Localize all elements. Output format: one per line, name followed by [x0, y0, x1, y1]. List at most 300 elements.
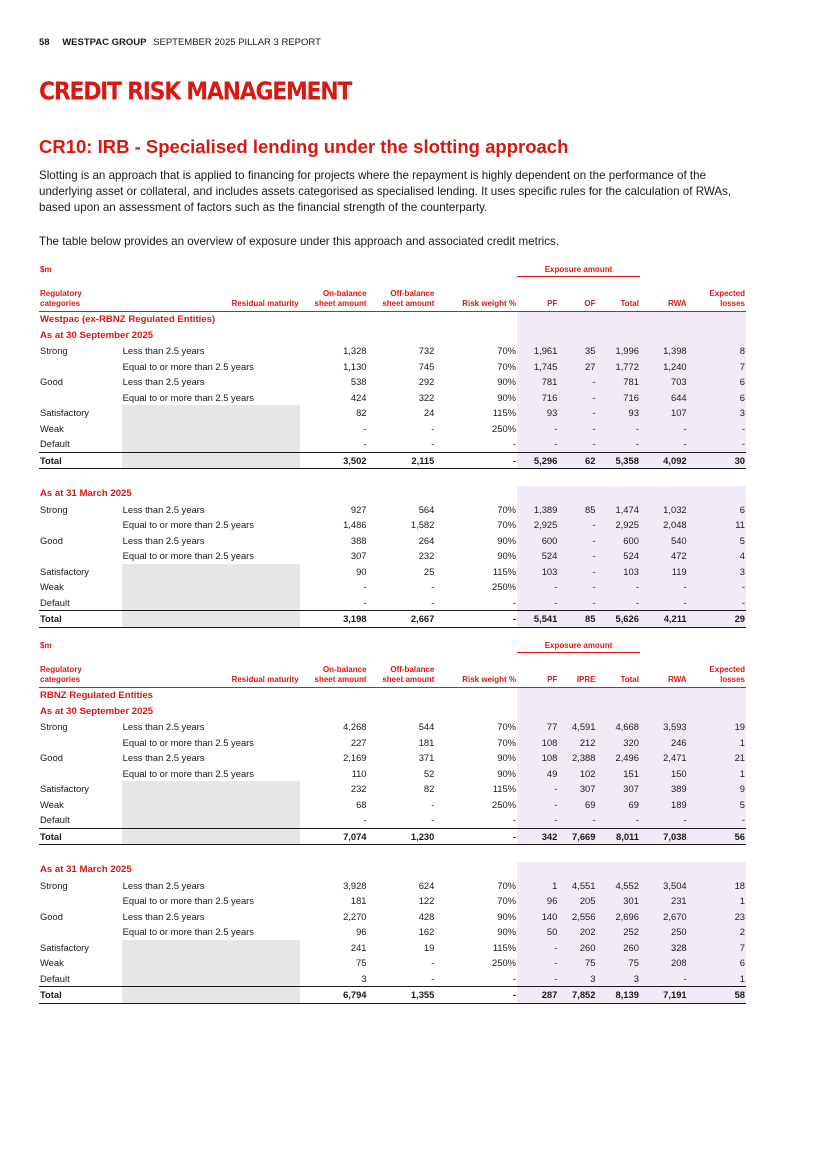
table-cell [122, 436, 300, 452]
table-cell: 70% [497, 879, 517, 891]
table-cell: 1 [517, 878, 558, 894]
table-cell: - [512, 596, 517, 608]
table-row [39, 595, 746, 611]
header-report-name: SEPTEMBER 2025 PILLAR 3 REPORT [153, 37, 321, 48]
table-cell: 70% [497, 736, 517, 748]
table-cell: 7,191 [640, 987, 688, 1004]
table-cell: 8 [688, 343, 746, 359]
column-header: RWA [640, 653, 688, 688]
table-row [39, 502, 746, 518]
table-cell: - [558, 374, 596, 390]
table-cell: 90 [356, 565, 367, 577]
table-cell: 1,389 [517, 502, 558, 518]
column-header: Expected losses [688, 277, 746, 312]
table-cell: 115% [492, 783, 517, 795]
cell [596, 862, 639, 878]
table-cell: 250% [492, 957, 517, 969]
table-cell: - [596, 579, 639, 595]
table-cell: 7 [688, 359, 746, 375]
table-cell: - [596, 436, 639, 452]
table-cell: 2,667 [368, 611, 436, 628]
table-row [39, 735, 746, 751]
table-cell: Satisfactory [40, 941, 89, 953]
table-cell: 1 [688, 971, 746, 987]
table-cell: 52 [423, 767, 435, 779]
table-cell: - [435, 828, 517, 845]
table-cell: 540 [640, 533, 688, 549]
table-cell: 600 [596, 533, 639, 549]
header-spacer [640, 638, 746, 653]
table-cell: 264 [418, 534, 435, 546]
table-row [39, 548, 746, 564]
cell [435, 486, 517, 502]
table-cell: 424 [350, 391, 367, 403]
table-cell: 82 [356, 407, 367, 419]
column-header: Off-balance sheet amount [368, 653, 436, 688]
table-row [39, 940, 746, 956]
table-cell: 2,048 [640, 517, 688, 533]
table-cell: - [558, 421, 596, 437]
table-cell: - [517, 421, 558, 437]
intro-paragraph-2: The table below provides an overview of exposure under this approach and associated credit metrics. [39, 235, 560, 248]
table-cell: Less than 2.5 years [122, 879, 205, 891]
unit-label: $m [40, 264, 52, 274]
unit-row [39, 638, 746, 653]
table-cell: 21 [688, 750, 746, 766]
table-cell: - [363, 581, 367, 593]
table-cell: 1,582 [410, 519, 435, 531]
table-cell: Less than 2.5 years [122, 345, 205, 357]
cell [517, 704, 558, 720]
table-row [39, 924, 746, 940]
column-header: Residual maturity [122, 277, 300, 312]
table-cell: 115% [492, 565, 517, 577]
table-cell: 75 [558, 955, 596, 971]
cell [596, 704, 639, 720]
table-cell: 19 [688, 719, 746, 735]
table-cell: 624 [418, 879, 435, 891]
table-cell: 75 [596, 955, 639, 971]
table-cell: 745 [418, 360, 435, 372]
table-cell: 82 [423, 783, 435, 795]
table-cell: 181 [350, 895, 367, 907]
table-cell: - [517, 955, 558, 971]
table-cell: Strong [40, 879, 68, 891]
table-cell: 3,593 [640, 719, 688, 735]
table-cell: 252 [596, 924, 639, 940]
running-header [39, 37, 321, 48]
table-cell: 2,115 [368, 452, 436, 469]
table-row [39, 517, 746, 533]
table-cell [39, 766, 122, 782]
table-cell: Satisfactory [40, 783, 89, 795]
spacer-row [39, 469, 746, 487]
table-row [39, 812, 746, 828]
cell [517, 312, 558, 328]
table-cell: - [558, 405, 596, 421]
table-cell: 205 [558, 893, 596, 909]
table-cell [122, 797, 300, 813]
table-cell [122, 828, 300, 845]
table-cell: Equal to or more than 2.5 years [122, 519, 254, 531]
table-cell: 162 [418, 926, 435, 938]
period-label: As at 30 September 2025 [40, 705, 154, 717]
table-cell: - [517, 579, 558, 595]
spacer-row [39, 845, 746, 863]
exposure-group-header: Exposure amount [517, 262, 640, 277]
column-header: Expected losses [688, 653, 746, 688]
table-cell: Default [40, 438, 70, 450]
entity-row [39, 312, 746, 328]
period-row [39, 328, 746, 344]
table-cell: 3 [558, 971, 596, 987]
table-row [39, 564, 746, 580]
table-cell: 1,240 [640, 359, 688, 375]
table-cell: 189 [640, 797, 688, 813]
table-cell: 90% [497, 767, 517, 779]
table-cell: - [435, 987, 517, 1004]
table-cell: - [431, 814, 435, 826]
table-cell: 7,669 [558, 828, 596, 845]
table-cell: 2,496 [596, 750, 639, 766]
table-cell: 6,794 [300, 987, 368, 1004]
table-cell: Good [40, 534, 63, 546]
table-cell: 6 [688, 502, 746, 518]
total-row [39, 452, 746, 469]
slotting-table-westpac [39, 262, 746, 628]
column-header: Regulatory categories [39, 653, 122, 688]
table-cell: Equal to or more than 2.5 years [122, 550, 254, 562]
table-cell: 93 [517, 405, 558, 421]
column-header-row [39, 277, 746, 312]
table-cell: Less than 2.5 years [122, 752, 205, 764]
table-cell: 11 [688, 517, 746, 533]
table-cell: - [688, 436, 746, 452]
table-cell: Equal to or more than 2.5 years [122, 895, 254, 907]
table-row [39, 766, 746, 782]
table-cell: 56 [688, 828, 746, 845]
cell [558, 688, 596, 704]
table-cell: 564 [418, 503, 435, 515]
table-cell: 208 [640, 955, 688, 971]
table-cell: Weak [40, 422, 64, 434]
table-cell: 90% [497, 926, 517, 938]
table-cell: Less than 2.5 years [122, 910, 205, 922]
column-header: OF [558, 277, 596, 312]
table-cell: Satisfactory [40, 565, 89, 577]
table-cell: Total [39, 828, 122, 845]
cell [435, 312, 517, 328]
table-cell [122, 812, 300, 828]
column-header: Risk weight % [435, 653, 517, 688]
table-cell: 50 [517, 924, 558, 940]
table-cell: - [363, 596, 367, 608]
table-cell: 292 [418, 376, 435, 388]
intro-paragraph: Slotting is an approach that is applied to financing for projects where the repayment is highly dependent on the performance of the underlying asset or collateral, and includes assets categorised as specialised lending. It uses specific rules for the calculation of RWAs, based upon an assessment of factors such as the financial strength of the counterparty. [39, 169, 732, 214]
table-cell: Weak [40, 798, 64, 810]
table-cell: 107 [640, 405, 688, 421]
table-cell: Equal to or more than 2.5 years [122, 736, 254, 748]
cell [596, 486, 639, 502]
table-cell: 1 [688, 766, 746, 782]
table-cell: 96 [517, 893, 558, 909]
table-cell: 18 [688, 878, 746, 894]
table-cell [122, 971, 300, 987]
table-cell: Default [40, 972, 70, 984]
table-cell: 108 [517, 735, 558, 751]
table-cell: 90% [497, 752, 517, 764]
table-cell: - [517, 781, 558, 797]
cell [640, 688, 688, 704]
cell [596, 328, 639, 344]
column-header: IPRE [558, 653, 596, 688]
table-cell: - [596, 595, 639, 611]
table-cell: - [640, 595, 688, 611]
table-cell: 644 [640, 390, 688, 406]
cell [558, 328, 596, 344]
table-cell: 781 [517, 374, 558, 390]
table-cell: Less than 2.5 years [122, 503, 205, 515]
table-cell: 7,038 [640, 828, 688, 845]
table-cell: 781 [596, 374, 639, 390]
table-cell: 428 [418, 910, 435, 922]
table-cell: 93 [596, 405, 639, 421]
table-cell: 7,074 [300, 828, 368, 845]
table-cell: 371 [418, 752, 435, 764]
table-cell: 70% [497, 360, 517, 372]
table-cell: 732 [418, 345, 435, 357]
column-header-row [39, 653, 746, 688]
period-row [39, 862, 746, 878]
table-cell: Total [39, 987, 122, 1004]
table-cell: 1,032 [640, 502, 688, 518]
table-cell: 68 [356, 798, 367, 810]
table-cell: 7,852 [558, 987, 596, 1004]
table-cell: 70% [497, 519, 517, 531]
table-cell: 110 [351, 767, 367, 779]
table-cell: - [363, 438, 367, 450]
table-cell: 4,668 [596, 719, 639, 735]
period-label: As at 31 March 2025 [40, 488, 132, 500]
table-cell: 307 [350, 550, 367, 562]
entity-label: RBNZ Regulated Entities [40, 690, 154, 702]
period-row [39, 486, 746, 502]
table-cell: 70% [497, 895, 517, 907]
table-cell: - [363, 814, 367, 826]
table-cell: 70% [497, 503, 517, 515]
slotting-table-rbnz [39, 638, 746, 1004]
table-row [39, 343, 746, 359]
table-row [39, 436, 746, 452]
table-row [39, 359, 746, 375]
table-cell: 75 [356, 957, 367, 969]
column-header: Total [596, 653, 639, 688]
table-cell: 151 [596, 766, 639, 782]
table-cell: - [640, 579, 688, 595]
table-cell: 716 [517, 390, 558, 406]
total-row [39, 611, 746, 628]
page-number: 58 [39, 37, 50, 48]
table-cell [122, 611, 300, 628]
table-cell [122, 452, 300, 469]
table-row [39, 909, 746, 925]
table-cell: - [558, 812, 596, 828]
table-cell: 115% [492, 407, 517, 419]
table-cell: 4,552 [596, 878, 639, 894]
table-cell: - [558, 533, 596, 549]
total-row [39, 828, 746, 845]
table-cell: 389 [640, 781, 688, 797]
table-cell: 1,328 [343, 345, 367, 357]
table-cell: 202 [558, 924, 596, 940]
table-cell: 328 [640, 940, 688, 956]
table-cell: 1,961 [517, 343, 558, 359]
column-header: Off-balance sheet amount [368, 277, 436, 312]
table-cell: 703 [640, 374, 688, 390]
table-cell: 70% [497, 345, 517, 357]
table-cell: 2,696 [596, 909, 639, 925]
table-cell: 250% [492, 422, 517, 434]
table-cell: 544 [418, 721, 435, 733]
cell [558, 862, 596, 878]
table-cell [122, 781, 300, 797]
table-cell: - [431, 422, 435, 434]
table-cell: 1,355 [368, 987, 436, 1004]
table-cell: 212 [558, 735, 596, 751]
table-cell: 4,268 [343, 721, 367, 733]
period-label: As at 31 March 2025 [40, 864, 132, 876]
cell [435, 688, 517, 704]
table-cell: 472 [640, 548, 688, 564]
table-cell: - [435, 611, 517, 628]
header-group-name: WESTPAC GROUP [62, 37, 147, 48]
table-cell: Good [40, 376, 63, 388]
table-cell: 538 [350, 376, 367, 388]
table-row [39, 533, 746, 549]
column-header: On-balance sheet amount [300, 653, 368, 688]
table-cell: 3,198 [300, 611, 368, 628]
table-cell: 342 [517, 828, 558, 845]
table-cell: Equal to or more than 2.5 years [122, 391, 254, 403]
table-cell: 181 [418, 736, 435, 748]
table-cell: 29 [688, 611, 746, 628]
table-cell: - [363, 422, 367, 434]
header-spacer [640, 262, 746, 277]
table-cell: 24 [423, 407, 435, 419]
table-cell: - [512, 438, 517, 450]
table-cell: 1,230 [368, 828, 436, 845]
table-cell: 1,772 [596, 359, 639, 375]
table-cell: - [558, 564, 596, 580]
table-row [39, 971, 746, 987]
column-header: Residual maturity [122, 653, 300, 688]
table-cell: 49 [517, 766, 558, 782]
table-cell: 4,211 [640, 611, 688, 628]
table-cell: 1,996 [596, 343, 639, 359]
table-cell: 322 [418, 391, 435, 403]
table-cell: 250 [640, 924, 688, 940]
table-cell: - [512, 972, 517, 984]
table-cell: 307 [558, 781, 596, 797]
entity-row [39, 688, 746, 704]
table-cell: - [517, 595, 558, 611]
column-header: On-balance sheet amount [300, 277, 368, 312]
table-cell: - [596, 421, 639, 437]
cell [517, 862, 558, 878]
table-cell: 35 [558, 343, 596, 359]
table-cell: Equal to or more than 2.5 years [122, 360, 254, 372]
table-cell [122, 940, 300, 956]
column-header: RWA [640, 277, 688, 312]
table-cell: - [431, 798, 435, 810]
table-cell: 4 [688, 548, 746, 564]
table-cell: - [640, 436, 688, 452]
table-cell: - [558, 436, 596, 452]
table-cell: Strong [40, 503, 68, 515]
table-cell: 58 [688, 987, 746, 1004]
table-cell: 115% [492, 941, 517, 953]
table-cell [122, 595, 300, 611]
table-cell: 227 [350, 736, 367, 748]
table-cell: - [558, 517, 596, 533]
table-cell: Default [40, 596, 70, 608]
section-title: CREDIT RISK MANAGEMENT [39, 78, 352, 106]
exposure-group-header: Exposure amount [517, 638, 640, 653]
total-row [39, 987, 746, 1004]
table-cell: 2,925 [517, 517, 558, 533]
cell [640, 312, 688, 328]
table-cell: Default [40, 814, 70, 826]
table-cell: Weak [40, 957, 64, 969]
table-cell [39, 735, 122, 751]
table-cell: 9 [688, 781, 746, 797]
table-cell: 3 [361, 972, 367, 984]
unit-label: $m [40, 640, 52, 650]
table-cell: 8,011 [596, 828, 639, 845]
table-cell: 2,270 [343, 910, 367, 922]
column-header: Regulatory categories [39, 277, 122, 312]
table-cell [122, 987, 300, 1004]
table-cell: - [640, 812, 688, 828]
table-row [39, 390, 746, 406]
table-cell: - [435, 452, 517, 469]
table-cell: 320 [596, 735, 639, 751]
table-cell [122, 421, 300, 437]
table-cell: - [688, 579, 746, 595]
table-cell: - [517, 436, 558, 452]
cell [517, 486, 558, 502]
table-cell: - [431, 957, 435, 969]
table-cell: Strong [40, 345, 68, 357]
table-cell: 6 [688, 955, 746, 971]
table-cell: 241 [350, 941, 367, 953]
column-header: PF [517, 277, 558, 312]
entity-label: Westpac (ex-RBNZ Regulated Entities) [40, 314, 216, 326]
table-cell: 70% [497, 721, 517, 733]
table-cell: 8,139 [596, 987, 639, 1004]
cell [39, 469, 746, 487]
table-cell: 5,358 [596, 452, 639, 469]
table-cell: 388 [350, 534, 367, 546]
table-cell: 1,398 [640, 343, 688, 359]
table-cell: 103 [517, 564, 558, 580]
cell [558, 486, 596, 502]
table-cell: - [558, 579, 596, 595]
table-cell: 85 [558, 611, 596, 628]
table-cell: 1,474 [596, 502, 639, 518]
table-cell: - [688, 421, 746, 437]
table-cell: - [517, 971, 558, 987]
